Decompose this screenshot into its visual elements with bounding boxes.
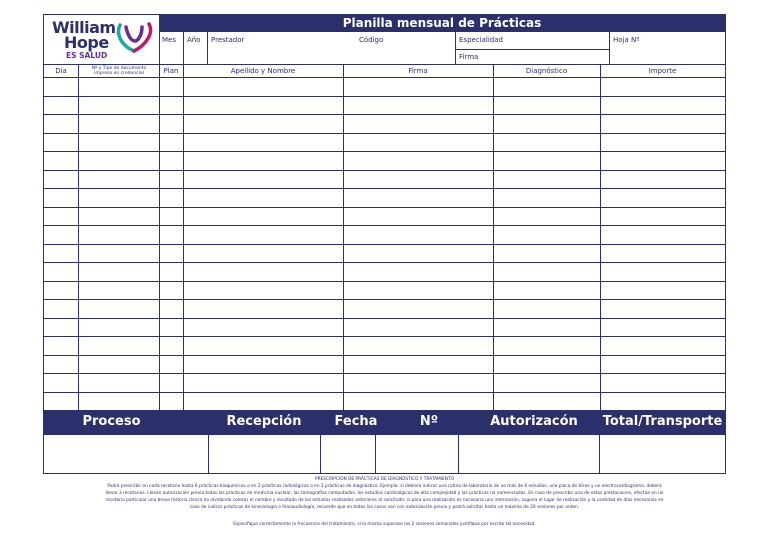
footer-header-bar: [44, 411, 725, 435]
cell-dia[interactable]: [44, 282, 78, 300]
cell-diagnostico[interactable]: [493, 356, 600, 374]
cell-plan[interactable]: [159, 78, 183, 96]
cell-plan[interactable]: [159, 356, 183, 374]
cell-plan[interactable]: [159, 115, 183, 133]
cell-firma[interactable]: [343, 78, 493, 96]
form-title: Planilla mensual de Prácticas: [342, 16, 542, 30]
cell-apellido[interactable]: [183, 134, 343, 152]
cell-firma[interactable]: [343, 152, 493, 170]
notes-line-5: Especifique correctamente la frecuencia del tratamiento, si la misma superase las 2 sesiones semanales justifique por escrito tal necesidad.: [233, 522, 536, 527]
cell-plan[interactable]: [159, 134, 183, 152]
cell-dia[interactable]: [44, 134, 78, 152]
column-header-row: [44, 65, 725, 78]
cell-importe[interactable]: [600, 152, 725, 170]
cell-dia[interactable]: [44, 171, 78, 189]
cell-apellido[interactable]: [183, 78, 343, 96]
table-row: [44, 282, 725, 301]
cell-firma[interactable]: [343, 282, 493, 300]
cell-apellido[interactable]: [183, 226, 343, 244]
cell-dia[interactable]: [44, 300, 78, 318]
logo-tagline: ES SALUD: [66, 51, 108, 60]
cell-importe[interactable]: [600, 300, 725, 318]
table-row: [44, 97, 725, 116]
cell-diagnostico[interactable]: [493, 208, 600, 226]
table-row: [44, 226, 725, 245]
cell-importe[interactable]: [600, 263, 725, 281]
cell-documento[interactable]: [78, 300, 159, 318]
cell-apellido[interactable]: [183, 152, 343, 170]
cell-dia[interactable]: [44, 152, 78, 170]
cell-plan[interactable]: [159, 152, 183, 170]
cell-diagnostico[interactable]: [493, 393, 600, 411]
cell-diagnostico[interactable]: [493, 97, 600, 115]
logo: [44, 15, 159, 64]
table-row: [44, 115, 725, 134]
logo-word-hope: Hope: [64, 33, 109, 52]
cell-firma[interactable]: [343, 97, 493, 115]
cell-documento[interactable]: [78, 245, 159, 263]
cell-firma[interactable]: [343, 300, 493, 318]
table-row: [44, 78, 725, 97]
notes-line-3: recetario particular una breve historia clínica no olvidando colocar el nombre y resultado de los estudios realizados anteriores al solicitado; si para una realización es necesaria una internación, sugiera el lugar de realización y la cantidad de días necesarios en: [105, 498, 664, 503]
cell-documento[interactable]: [78, 115, 159, 133]
cell-dia[interactable]: [44, 319, 78, 337]
notes-line-2: llenar 3 recetarios. Llevan autorización previa todas las prácticas de medicina nuclear, las tomografías computadas, los estudios cardiológicos de alta complejidad y las prácticas no nomencladas. En caso de prescribir una de estas prestaciones, efectúe en un: [105, 491, 664, 496]
cell-dia[interactable]: [44, 337, 78, 355]
footer-fecha-cell[interactable]: [321, 435, 376, 473]
notes-line-1: Podrá prescribir en cada recetario hasta 6 prácticas bioquímicas o en 2 prácticas radiológicas o en 2 prácticas de diagnóstico. Ejemplo: si debiera indicar una rutina de laboratorio de no más de 6 estudios, una placa de tórax y un electrocardiograma, deberá: [107, 484, 662, 489]
logo-heart-icon: [114, 19, 156, 55]
table-row: [44, 171, 725, 190]
cell-plan[interactable]: [159, 226, 183, 244]
cell-apellido[interactable]: [183, 263, 343, 281]
cell-apellido[interactable]: [183, 282, 343, 300]
table-row: [44, 337, 725, 356]
cell-apellido[interactable]: [183, 189, 343, 207]
cell-importe[interactable]: [600, 337, 725, 355]
cell-dia[interactable]: [44, 263, 78, 281]
cell-importe[interactable]: [600, 171, 725, 189]
footer-recepcion-cell[interactable]: [209, 435, 321, 473]
cell-dia[interactable]: [44, 189, 78, 207]
footer-numero: Nº: [419, 414, 439, 429]
footer-proceso-cell[interactable]: [44, 435, 209, 473]
cell-documento[interactable]: [78, 97, 159, 115]
cell-importe[interactable]: [600, 208, 725, 226]
cell-diagnostico[interactable]: [493, 152, 600, 170]
cell-plan[interactable]: [159, 263, 183, 281]
col-header-documento-line2: impreso en credencial: [94, 71, 144, 76]
cell-documento[interactable]: [78, 171, 159, 189]
cell-documento[interactable]: [78, 263, 159, 281]
cell-importe[interactable]: [600, 319, 725, 337]
table-row: [44, 189, 725, 208]
cell-dia[interactable]: [44, 115, 78, 133]
cell-dia[interactable]: [44, 356, 78, 374]
cell-firma[interactable]: [343, 208, 493, 226]
cell-documento[interactable]: [78, 208, 159, 226]
col-header-documento: [79, 66, 159, 76]
col-header-firma: Firma: [408, 67, 428, 75]
cell-apellido[interactable]: [183, 356, 343, 374]
table-row: [44, 152, 725, 171]
notes-line-4: caso de indicar prácticas de kinesiología o fonoaudiología, recuerde que en todos los casos van con autorización previa y podrá solicitar hasta un máximo de 20 sesiones por orden.: [189, 505, 580, 510]
cell-apellido[interactable]: [183, 245, 343, 263]
logo-divider: [159, 15, 160, 64]
cell-plan[interactable]: [159, 97, 183, 115]
cell-importe[interactable]: [600, 189, 725, 207]
cell-documento[interactable]: [78, 189, 159, 207]
cell-importe[interactable]: [600, 245, 725, 263]
cell-dia[interactable]: [44, 374, 78, 392]
cell-documento[interactable]: [78, 134, 159, 152]
cell-firma[interactable]: [343, 393, 493, 411]
cell-apellido[interactable]: [183, 208, 343, 226]
table-row: [44, 263, 725, 282]
footer-total: Total/Transporte: [602, 414, 723, 429]
firma-field[interactable]: Firma: [459, 53, 479, 61]
cell-diagnostico[interactable]: [493, 319, 600, 337]
cell-firma[interactable]: [343, 319, 493, 337]
cell-importe[interactable]: [600, 393, 725, 411]
cell-firma[interactable]: [343, 356, 493, 374]
especialidad-field[interactable]: Especialidad: [459, 36, 503, 44]
mes-field[interactable]: Mes: [162, 36, 176, 44]
cell-apellido[interactable]: [183, 171, 343, 189]
cell-apellido[interactable]: [183, 115, 343, 133]
footer-autorizacion-cell[interactable]: [459, 435, 600, 473]
cell-plan[interactable]: [159, 245, 183, 263]
footer-autorizacion: Autorizacón: [490, 414, 578, 429]
cell-diagnostico[interactable]: [493, 189, 600, 207]
cell-firma[interactable]: [343, 374, 493, 392]
footer-proceso: Proceso: [82, 414, 141, 429]
cell-plan[interactable]: [159, 393, 183, 411]
cell-importe[interactable]: [600, 115, 725, 133]
cell-firma[interactable]: [343, 171, 493, 189]
col-header-documento-line1: Nº y Tipo de documento: [91, 66, 147, 71]
anio-field[interactable]: Año: [187, 36, 201, 44]
cell-documento[interactable]: [78, 78, 159, 96]
cell-importe[interactable]: [600, 282, 725, 300]
cell-diagnostico[interactable]: [493, 282, 600, 300]
cell-documento[interactable]: [78, 337, 159, 355]
cell-importe[interactable]: [600, 356, 725, 374]
cell-apellido[interactable]: [183, 374, 343, 392]
cell-apellido[interactable]: [183, 300, 343, 318]
cell-firma[interactable]: [343, 263, 493, 281]
cell-documento[interactable]: [78, 374, 159, 392]
cell-diagnostico[interactable]: [493, 245, 600, 263]
cell-dia[interactable]: [44, 208, 78, 226]
cell-firma[interactable]: [343, 226, 493, 244]
col-header-importe: Importe: [648, 67, 677, 75]
cell-documento[interactable]: [78, 319, 159, 337]
cell-diagnostico[interactable]: [493, 337, 600, 355]
table-row: [44, 319, 725, 338]
table-row: [44, 245, 725, 264]
cell-apellido[interactable]: [183, 319, 343, 337]
table-row: [44, 300, 725, 319]
table-row: [44, 374, 725, 393]
cell-firma[interactable]: [343, 115, 493, 133]
cell-importe[interactable]: [600, 97, 725, 115]
footer-numero-cell[interactable]: [376, 435, 459, 473]
cell-importe[interactable]: [600, 134, 725, 152]
cell-plan[interactable]: [159, 374, 183, 392]
footer-fecha: Fecha: [334, 414, 378, 429]
table-row: [44, 134, 725, 153]
cell-documento[interactable]: [78, 282, 159, 300]
cell-dia[interactable]: [44, 97, 78, 115]
cell-firma[interactable]: [343, 189, 493, 207]
cell-diagnostico[interactable]: [493, 78, 600, 96]
cell-diagnostico[interactable]: [493, 134, 600, 152]
prestador-field[interactable]: Prestador: [211, 36, 245, 44]
cell-importe[interactable]: [600, 226, 725, 244]
table-row: [44, 393, 725, 412]
notes-title: PRESCRIPCIÓN DE PRÁCTICAS DE DIAGNÓSTICO Y TRATAMIENTO: [315, 477, 454, 482]
cell-documento[interactable]: [78, 356, 159, 374]
cell-documento[interactable]: [78, 226, 159, 244]
cell-diagnostico[interactable]: [493, 115, 600, 133]
cell-firma[interactable]: [343, 337, 493, 355]
logo-word-william: William: [52, 18, 116, 37]
cell-dia[interactable]: [44, 226, 78, 244]
cell-documento[interactable]: [78, 393, 159, 411]
cell-diagnostico[interactable]: [493, 300, 600, 318]
col-header-dia: Día: [55, 67, 67, 75]
cell-firma[interactable]: [343, 134, 493, 152]
col-header-diagnostico: Diagnóstico: [525, 67, 568, 75]
form-title-bar: [159, 15, 725, 32]
cell-plan[interactable]: [159, 319, 183, 337]
col-header-apellido: Apellido y Nombre: [230, 67, 296, 75]
cell-dia[interactable]: [44, 78, 78, 96]
cell-dia[interactable]: [44, 245, 78, 263]
cell-plan[interactable]: [159, 208, 183, 226]
cell-plan[interactable]: [159, 282, 183, 300]
cell-apellido[interactable]: [183, 97, 343, 115]
col-header-plan: Plan: [163, 67, 179, 75]
footer-recepcion: Recepción: [226, 414, 302, 429]
cell-dia[interactable]: [44, 393, 78, 411]
cell-apellido[interactable]: [183, 393, 343, 411]
table-row: [44, 356, 725, 375]
hoja-field[interactable]: Hoja Nº: [613, 36, 640, 44]
cell-apellido[interactable]: [183, 337, 343, 355]
footer-total-cell[interactable]: [600, 435, 725, 473]
cell-diagnostico[interactable]: [493, 263, 600, 281]
cell-diagnostico[interactable]: [493, 226, 600, 244]
cell-plan[interactable]: [159, 300, 183, 318]
cell-plan[interactable]: [159, 337, 183, 355]
cell-plan[interactable]: [159, 189, 183, 207]
cell-firma[interactable]: [343, 245, 493, 263]
cell-importe[interactable]: [600, 78, 725, 96]
cell-diagnostico[interactable]: [493, 374, 600, 392]
codigo-field[interactable]: Código: [359, 36, 384, 44]
cell-plan[interactable]: [159, 171, 183, 189]
cell-diagnostico[interactable]: [493, 171, 600, 189]
table-row: [44, 208, 725, 227]
cell-documento[interactable]: [78, 152, 159, 170]
cell-importe[interactable]: [600, 374, 725, 392]
